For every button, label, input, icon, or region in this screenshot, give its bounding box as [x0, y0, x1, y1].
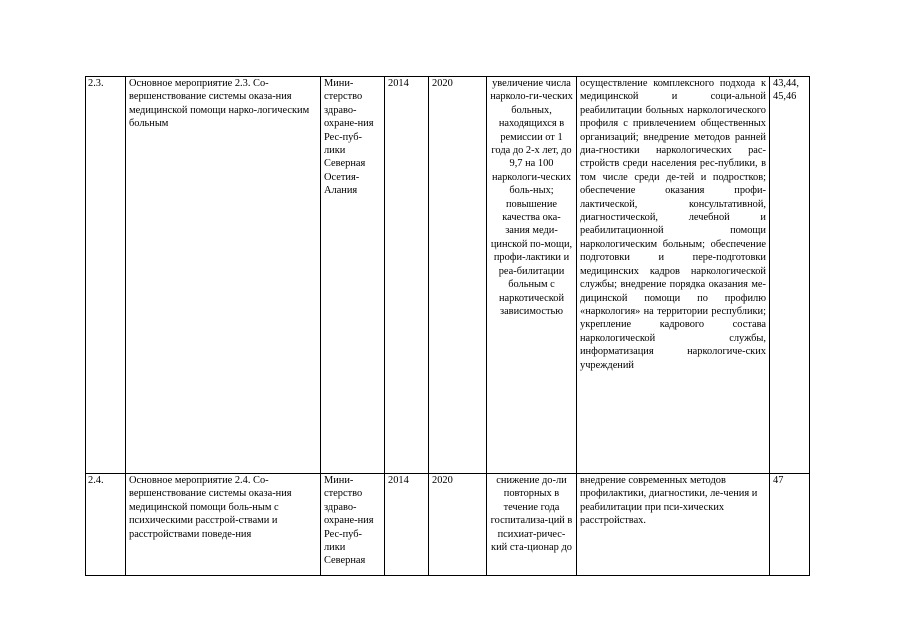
expected-result: снижение до-ли повторных в течение года госпитализа-ций в психиат-ричес-кий ста-ционар до [487, 474, 577, 576]
start-year: 2014 [385, 474, 429, 576]
measure-title: Основное мероприятие 2.4. Со-вершенствование системы оказа-ния медицинской помощи боль-ным с психическими расстрой-ствами и расстройствами поведе-ния [126, 474, 321, 576]
main-activities [577, 77, 770, 474]
table-row [86, 77, 810, 474]
row-number: 2.4. [86, 474, 126, 576]
executor: Мини-стерство здраво-охране-ния Рес-пуб-лики Северная [321, 474, 385, 576]
indicator-links: 43,44, 45,46 [770, 77, 810, 474]
end-year: 2020 [429, 474, 487, 576]
main-activities: внедрение современных методов профилактики, диагностики, ле-чения и реабилитации при пси-хических расстройствах. [577, 474, 770, 576]
activities-text: осуществление комплексного подхода к медицинской и соци-альной реабилитации больных наркологического профиля с привлечением общественных организаций; внедрение методов ранней диа-гностики наркологических рас-стройств среди населения рес-публики, в том числе среди де-тей и подростков; обеспечение оказания профи-лактической, консультативной, диагностической, лечебной и реабилитационной помощи наркологическим больным; обеспечение подготовки и пере-подготовки медицинских кадров наркологической службы; внедрение порядка оказания ме-дицинской помощи по профилю «наркология» на территории республики; укрепление кадрового состава наркологической службы, информатизация наркологиче-ских учреждений [580, 78, 766, 371]
indicator-links: 47 [770, 474, 810, 576]
program-measures-table [85, 76, 810, 576]
start-year: 2014 [385, 77, 429, 474]
end-year: 2020 [429, 77, 487, 474]
expected-result: увеличение числа нарколо-ги-ческих больных, находящихся в ремиссии от 1 года до 2-х лет, до 9,7 на 100 наркологи-ческих боль-ных; повышение качества ока-зания меди-цинской по-мощи, профи-лактики и реа-билитации больным с наркотической зависимостью [487, 77, 577, 474]
table-row [86, 474, 810, 576]
measure-title: Основное мероприятие 2.3. Со-вершенствование системы оказа-ния медицинской помощи нарко-логическим больным [126, 77, 321, 474]
executor: Мини-стерство здраво-охране-ния Рес-пуб-лики Северная Осетия-Алания [321, 77, 385, 474]
row-number: 2.3. [86, 77, 126, 474]
